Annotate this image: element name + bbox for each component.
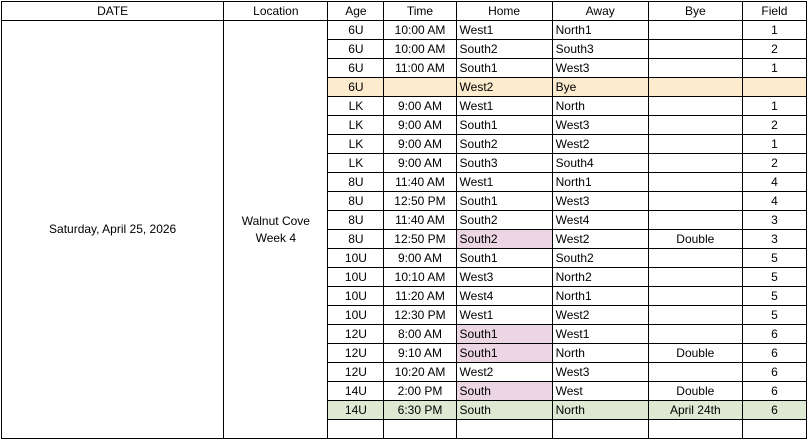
cell-bye[interactable] (648, 116, 742, 135)
cell-home[interactable]: South2 (456, 40, 552, 59)
cell-field[interactable]: 6 (742, 344, 806, 363)
spreadsheet-schedule (0, 1, 808, 439)
cell-time[interactable]: 11:40 AM (384, 173, 456, 192)
table-body (2, 21, 807, 439)
cell-bye[interactable]: April 24th (648, 401, 742, 420)
cell-away[interactable]: West1 (552, 325, 648, 344)
cell-bye[interactable] (648, 40, 742, 59)
cell-bye[interactable] (648, 287, 742, 306)
cell-bye[interactable] (648, 249, 742, 268)
cell-bye[interactable] (648, 268, 742, 287)
cell-away[interactable]: North1 (552, 287, 648, 306)
cell-home[interactable]: West1 (456, 21, 552, 40)
cell-field[interactable]: 5 (742, 306, 806, 325)
cell-empty[interactable] (328, 420, 384, 439)
cell-home[interactable]: South2 (456, 135, 552, 154)
cell-home[interactable]: West4 (456, 287, 552, 306)
cell-field[interactable]: 2 (742, 40, 806, 59)
cell-age[interactable]: LK (328, 97, 384, 116)
cell-age[interactable]: LK (328, 135, 384, 154)
cell-field[interactable]: 1 (742, 135, 806, 154)
cell-time[interactable]: 9:00 AM (384, 97, 456, 116)
cell-field[interactable]: 6 (742, 382, 806, 401)
cell-home[interactable]: South1 (456, 249, 552, 268)
column-header-age[interactable]: Age (328, 2, 384, 21)
cell-home[interactable]: South2 (456, 211, 552, 230)
cell-field[interactable]: 4 (742, 173, 806, 192)
cell-bye[interactable] (648, 363, 742, 382)
cell-home[interactable]: South1 (456, 116, 552, 135)
cell-age[interactable]: 10U (328, 306, 384, 325)
cell-away[interactable]: North (552, 97, 648, 116)
cell-home[interactable]: West2 (456, 78, 552, 97)
cell-bye[interactable] (648, 97, 742, 116)
cell-age[interactable]: 8U (328, 192, 384, 211)
cell-empty[interactable] (742, 420, 806, 439)
cell-away[interactable]: South2 (552, 249, 648, 268)
location-line-2: Week 4 (255, 230, 297, 245)
cell-home[interactable]: South1 (456, 192, 552, 211)
cell-bye[interactable] (648, 154, 742, 173)
cell-home[interactable]: South1 (456, 344, 552, 363)
cell-field[interactable]: 3 (742, 230, 806, 249)
cell-age[interactable]: 8U (328, 230, 384, 249)
cell-away[interactable]: South4 (552, 154, 648, 173)
cell-time[interactable]: 8:00 AM (384, 325, 456, 344)
cell-field[interactable]: 2 (742, 116, 806, 135)
cell-field[interactable]: 3 (742, 211, 806, 230)
cell-age[interactable]: 6U (328, 78, 384, 97)
cell-away[interactable]: West4 (552, 211, 648, 230)
cell-time[interactable]: 9:00 AM (384, 135, 456, 154)
cell-bye[interactable] (648, 135, 742, 154)
column-header-location[interactable]: Location (224, 2, 328, 21)
cell-away[interactable]: West3 (552, 363, 648, 382)
cell-age[interactable]: 12U (328, 325, 384, 344)
column-header-date[interactable]: DATE (2, 2, 224, 21)
cell-age[interactable]: LK (328, 154, 384, 173)
cell-away[interactable]: North (552, 344, 648, 363)
cell-bye[interactable]: Double (648, 344, 742, 363)
cell-away[interactable]: West3 (552, 59, 648, 78)
cell-home[interactable]: South (456, 401, 552, 420)
cell-field[interactable]: 2 (742, 154, 806, 173)
cell-time[interactable]: 9:00 AM (384, 249, 456, 268)
cell-bye[interactable] (648, 173, 742, 192)
cell-away[interactable]: North (552, 401, 648, 420)
cell-away[interactable]: South3 (552, 40, 648, 59)
cell-empty[interactable] (552, 420, 648, 439)
cell-field[interactable]: 1 (742, 97, 806, 116)
table-row[interactable] (2, 21, 807, 40)
cell-home[interactable]: West2 (456, 363, 552, 382)
cell-home[interactable]: South1 (456, 59, 552, 78)
cell-time[interactable]: 12:30 PM (384, 306, 456, 325)
table-header-row (2, 2, 807, 21)
cell-away[interactable]: North1 (552, 173, 648, 192)
cell-away[interactable]: West2 (552, 135, 648, 154)
column-header-away[interactable]: Away (552, 2, 648, 21)
cell-time[interactable]: 11:00 AM (384, 59, 456, 78)
cell-home[interactable]: South1 (456, 325, 552, 344)
cell-bye[interactable]: Double (648, 230, 742, 249)
cell-field[interactable]: 1 (742, 21, 806, 40)
cell-empty[interactable] (456, 420, 552, 439)
cell-age[interactable]: LK (328, 116, 384, 135)
cell-time[interactable]: 12:50 PM (384, 192, 456, 211)
cell-age[interactable]: 6U (328, 59, 384, 78)
cell-away[interactable]: West (552, 382, 648, 401)
cell-age[interactable]: 12U (328, 344, 384, 363)
cell-time[interactable]: 9:00 AM (384, 116, 456, 135)
location-cell[interactable] (224, 21, 328, 439)
cell-field[interactable] (742, 78, 806, 97)
column-header-field[interactable]: Field (742, 2, 806, 21)
cell-away[interactable]: North2 (552, 268, 648, 287)
cell-time[interactable]: 2:00 PM (384, 382, 456, 401)
cell-age[interactable]: 10U (328, 249, 384, 268)
cell-age[interactable]: 10U (328, 268, 384, 287)
cell-away[interactable]: West3 (552, 192, 648, 211)
cell-time[interactable]: 10:20 AM (384, 363, 456, 382)
cell-time[interactable]: 9:10 AM (384, 344, 456, 363)
date-cell[interactable]: Saturday, April 25, 2026 (2, 21, 224, 439)
cell-time[interactable]: 6:30 PM (384, 401, 456, 420)
cell-time[interactable]: 10:10 AM (384, 268, 456, 287)
cell-age[interactable]: 12U (328, 363, 384, 382)
cell-age[interactable]: 14U (328, 401, 384, 420)
cell-age[interactable]: 8U (328, 173, 384, 192)
cell-field[interactable]: 6 (742, 325, 806, 344)
cell-field[interactable]: 5 (742, 268, 806, 287)
column-header-home[interactable]: Home (456, 2, 552, 21)
cell-time[interactable]: 10:00 AM (384, 40, 456, 59)
cell-age[interactable]: 8U (328, 211, 384, 230)
column-header-bye[interactable]: Bye (648, 2, 742, 21)
cell-home[interactable]: South3 (456, 154, 552, 173)
cell-away[interactable]: North1 (552, 21, 648, 40)
cell-home[interactable]: West3 (456, 268, 552, 287)
cell-away[interactable]: West2 (552, 306, 648, 325)
cell-away[interactable]: West3 (552, 116, 648, 135)
cell-time[interactable]: 11:40 AM (384, 211, 456, 230)
cell-bye[interactable]: Double (648, 382, 742, 401)
column-header-time[interactable]: Time (384, 2, 456, 21)
cell-time[interactable]: 9:00 AM (384, 154, 456, 173)
cell-bye[interactable] (648, 325, 742, 344)
cell-away[interactable]: West2 (552, 230, 648, 249)
location-line-1: Walnut Cove (241, 213, 310, 228)
cell-field[interactable]: 1 (742, 59, 806, 78)
cell-bye[interactable] (648, 306, 742, 325)
cell-bye[interactable] (648, 59, 742, 78)
cell-age[interactable]: 6U (328, 21, 384, 40)
cell-field[interactable]: 5 (742, 249, 806, 268)
cell-time[interactable]: 11:20 AM (384, 287, 456, 306)
cell-field[interactable]: 5 (742, 287, 806, 306)
cell-time[interactable]: 12:50 PM (384, 230, 456, 249)
cell-away[interactable]: Bye (552, 78, 648, 97)
cell-home[interactable]: West1 (456, 97, 552, 116)
cell-age[interactable]: 10U (328, 287, 384, 306)
cell-field[interactable]: 6 (742, 363, 806, 382)
cell-empty[interactable] (384, 420, 456, 439)
cell-home[interactable]: West1 (456, 173, 552, 192)
cell-bye[interactable] (648, 211, 742, 230)
schedule-table (1, 1, 807, 439)
cell-home[interactable]: South (456, 382, 552, 401)
cell-age[interactable]: 6U (328, 40, 384, 59)
cell-field[interactable]: 4 (742, 192, 806, 211)
cell-home[interactable]: West1 (456, 306, 552, 325)
cell-bye[interactable] (648, 78, 742, 97)
cell-bye[interactable] (648, 192, 742, 211)
cell-time[interactable] (384, 78, 456, 97)
cell-field[interactable]: 6 (742, 401, 806, 420)
cell-age[interactable]: 14U (328, 382, 384, 401)
cell-time[interactable]: 10:00 AM (384, 21, 456, 40)
cell-home[interactable]: South2 (456, 230, 552, 249)
cell-empty[interactable] (648, 420, 742, 439)
cell-bye[interactable] (648, 21, 742, 40)
